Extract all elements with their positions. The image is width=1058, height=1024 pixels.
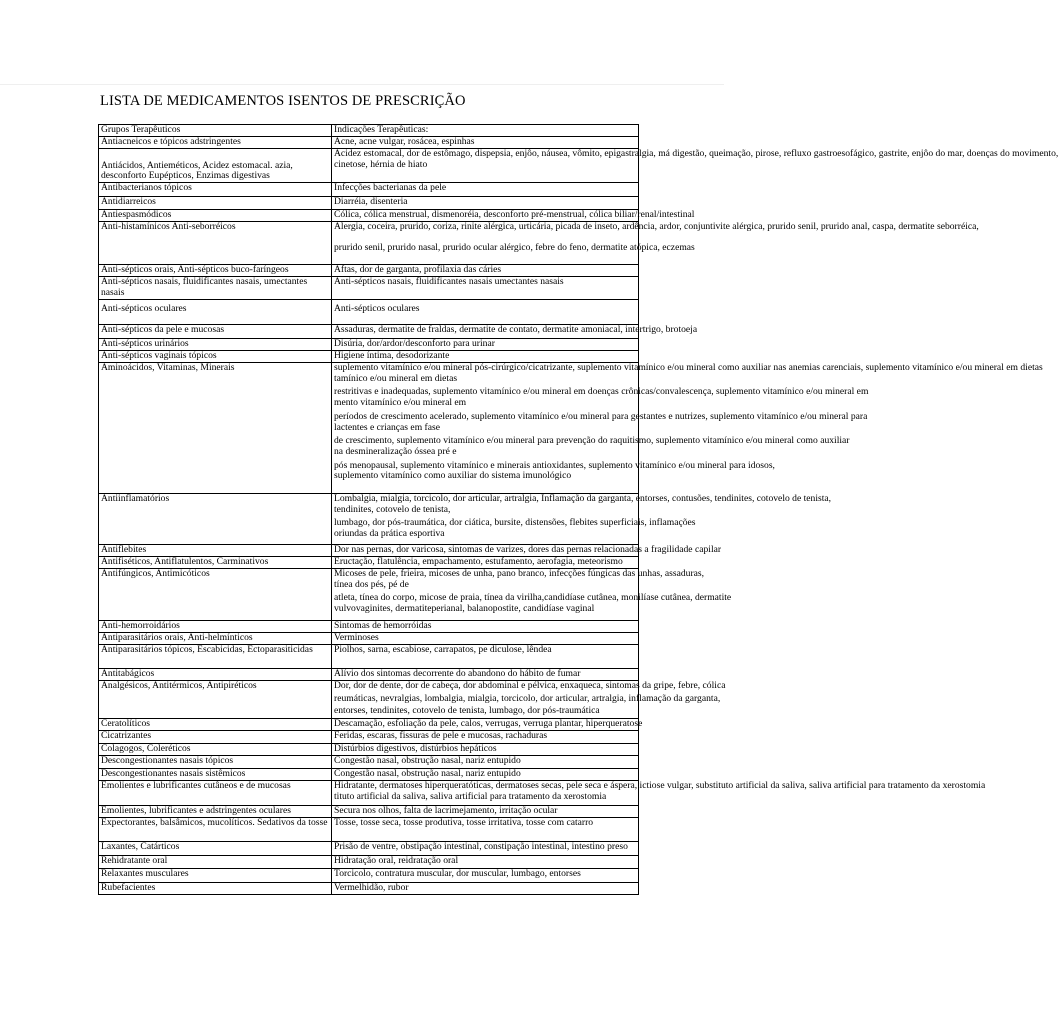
table-row: [99, 681, 639, 719]
indication-text: tendinites, cotovelo de tenista,: [334, 503, 451, 515]
indication-cell: [332, 869, 639, 883]
indication-text: Verminoses: [334, 632, 379, 643]
therapeutic-group-text: Anti-sépticos orais, Anti-sépticos buco-faríngeos: [101, 264, 289, 275]
therapeutic-group-text: Anti-sépticos oculares: [101, 303, 187, 314]
table-row: [99, 137, 639, 149]
table-row: [99, 557, 639, 569]
therapeutic-group-cell: [99, 681, 332, 719]
therapeutic-group-text: Anti-sépticos urinários: [101, 338, 189, 349]
therapeutic-group-cell: [99, 856, 332, 869]
therapeutic-group-cell: [99, 669, 332, 681]
indication-cell: [332, 544, 722, 557]
indication-cell: [332, 818, 639, 842]
indication-cell: [332, 137, 639, 149]
indication-text: períodos de crescimento acelerado, suplemento vitamínico e/ou mineral para gestantes e nutrizes, suplemento vitamínico e/ou mineral para: [334, 410, 868, 422]
table-row: [99, 781, 639, 806]
table-row: [99, 719, 639, 731]
indication-cell: [332, 769, 639, 781]
indication-text: vulvovaginites, dermatiteperianal, balanopostite, candidíase vaginal: [334, 603, 595, 615]
indication-text: prurido senil, prurido nasal, prurido ocular alérgico, febre do feno, dermatite atópica, eczemas: [334, 242, 695, 254]
indication-text: Sintomas de hemorróidas: [334, 620, 432, 631]
indication-text: Torcicolo, contratura muscular, dor muscular, lumbago, entorses: [334, 868, 581, 879]
indication-cell: [332, 731, 639, 744]
table-row: [99, 744, 639, 756]
indication-cell: [332, 806, 639, 818]
indication-text: Assaduras, dermatite de fraldas, dermatite de contato, dermatite amoniacal, intertrigo, brotoeja: [334, 324, 698, 335]
therapeutic-group-text: Antiparasitários tópicos, Escabicidas, Ectoparasiticidas: [101, 644, 313, 655]
indication-text: Feridas, escaras, fissuras de pele e mucosas, rachaduras: [334, 730, 548, 741]
therapeutic-group-cell: [99, 277, 332, 300]
therapeutic-group-cell: [99, 183, 332, 197]
column-header-groups: Grupos Terapêuticos: [99, 125, 332, 137]
indication-text: Micoses de pele, frieira, micoses de unha, pano branco, infecções fúngicas das unhas, assaduras,: [334, 568, 705, 579]
therapeutic-group-text: Aminoácidos, Vitaminas, Minerais: [101, 362, 235, 373]
table-row: [99, 569, 639, 621]
indication-cell: [332, 148, 1058, 183]
table-row: [99, 769, 639, 781]
indication-cell: [332, 621, 639, 633]
table-row: [99, 210, 639, 222]
indication-cell: [332, 680, 726, 719]
therapeutic-group-cell: [99, 621, 332, 633]
table-row: [99, 339, 639, 351]
therapeutic-group-cell: [99, 494, 332, 545]
indication-text: Aftas, dor de garganta, profilaxia das cáries: [334, 264, 502, 275]
therapeutic-group-cell: [99, 351, 332, 363]
therapeutic-group-cell: [99, 197, 332, 210]
indication-text: Dor, dor de dente, dor de cabeça, dor abdominal e pélvica, enxaqueca, sintomas da gripe, febre, cólica: [334, 680, 726, 691]
indication-cell: [332, 277, 639, 300]
therapeutic-group-text: Antibacterianos tópicos: [101, 182, 192, 193]
therapeutic-group-text: Antiflebites: [101, 544, 147, 555]
indication-cell: [332, 633, 639, 645]
table-row: [99, 731, 639, 744]
table-header-row: [99, 125, 639, 137]
therapeutic-group-text: Antifúngicos, Antimicóticos: [101, 568, 210, 579]
indication-cell: [332, 557, 639, 569]
therapeutic-group-text: Rehidratante oral: [101, 855, 168, 866]
indication-text: Anti-sépticos oculares: [334, 303, 420, 314]
indication-text: reumáticas, nevralgias, lombalgia, mialgia, torcicolo, dor articular, artralgia, inflamação da garganta,: [334, 692, 721, 704]
therapeutic-group-text: Antiacneicos e tópicos adstringentes: [101, 136, 241, 147]
therapeutic-group-cell: [99, 137, 332, 149]
indication-text: de crescimento, suplemento vitamínico e/ou mineral para prevenção do raquitismo, suplemento vitamínico e/ou mineral como auxiliar: [334, 435, 850, 447]
therapeutic-group-cell: [99, 744, 332, 756]
indication-text: Alergia, coceira, prurido, coriza, rinite alérgica, urticária, picada de inseto, ardência, ardor, conjuntivite alérgica, prurido senil, prurido anal, caspa, dermatite seborréica,: [334, 221, 979, 232]
therapeutic-group-text: Antiparasitários orais, Anti-helmínticos: [101, 632, 253, 643]
therapeutic-group-text: Laxantes, Catárticos: [101, 841, 180, 852]
table-row: [99, 325, 639, 339]
indication-text: na desmineralização óssea pré e: [334, 445, 457, 457]
indication-cell: [332, 842, 639, 856]
therapeutic-group-text: Analgésicos, Antitérmicos, Antipiréticos: [101, 680, 257, 691]
therapeutic-group-cell: [99, 719, 332, 731]
table-row: [99, 494, 639, 545]
indication-text: Vermelhidão, rubor: [334, 882, 409, 893]
indication-text: Congestão nasal, obstrução nasal, nariz entupido: [334, 755, 521, 766]
indication-text: Disúria, dor/ardor/desconforto para urinar: [334, 338, 495, 349]
therapeutic-group-cell: [99, 569, 332, 621]
indication-text: Higiene íntima, desodorizante: [334, 350, 450, 361]
therapeutic-group-text: Emolientes, lubrificantes e adstringentes oculares: [101, 805, 291, 816]
therapeutic-group-text: Anti-histamínicos Anti-seborréicos: [101, 221, 236, 232]
medication-table: [98, 124, 1058, 895]
indication-cell: [332, 351, 639, 363]
therapeutic-group-text: Antitabágicos: [101, 668, 155, 679]
therapeutic-group-cell: [99, 806, 332, 818]
indication-text: Alívio dos sintomas decorrente do abandono do hábito de fumar: [334, 668, 581, 679]
indication-text: atleta, tínea do corpo, micose de praia, tínea da virilha,candidíase cutânea, monilíase cutânea, dermatite: [334, 592, 732, 604]
therapeutic-group-text: Antiácidos, Antieméticos, Acidez estomacal. azia, desconforto Eupépticos, Enzimas digestivas: [101, 159, 293, 182]
table-row: [99, 856, 639, 869]
indication-text: Anti-sépticos nasais, fluidificantes nasais umectantes nasais: [334, 276, 564, 287]
therapeutic-group-cell: [99, 325, 332, 339]
indication-cell: [332, 324, 698, 339]
table-row: [99, 621, 639, 633]
table-row: [99, 363, 639, 494]
table-row: [99, 842, 639, 856]
table-row: [99, 265, 639, 277]
indication-cell: [332, 669, 639, 681]
therapeutic-group-text: Antiinflamatórios: [101, 493, 170, 504]
therapeutic-group-cell: [99, 818, 332, 842]
indication-cell: [332, 744, 639, 756]
indication-text: lumbago, dor pós-traumática, dor ciática, bursite, distensões, flebites superficiais, inflamações: [334, 517, 696, 529]
therapeutic-group-cell: [99, 756, 332, 769]
indication-text: lactentes e crianças em fase: [334, 421, 440, 433]
therapeutic-group-cell: [99, 300, 332, 325]
indication-cell: [332, 300, 639, 325]
therapeutic-group-cell: [99, 781, 332, 806]
indication-text: oriundas da prática esportiva: [334, 528, 445, 540]
therapeutic-group-text: Anti-sépticos nasais, fluidificantes nasais, umectantes nasais: [101, 276, 308, 298]
indication-text: Acne, acne vulgar, rosácea, espinhas: [334, 136, 475, 147]
indication-text: Dor nas pernas, dor varicosa, sintomas de varizes, dores das pernas relacionadas a fragilidade capilar: [334, 544, 722, 555]
indication-text: Hidratação oral, reidratação oral: [334, 855, 459, 866]
indication-text: Prisão de ventre, obstipação intestinal, constipação intestinal, intestino preso: [334, 841, 628, 852]
indication-cell: [332, 718, 643, 731]
therapeutic-group-cell: [99, 222, 332, 265]
table-row: [99, 883, 639, 895]
table-row: [99, 633, 639, 645]
therapeutic-group-text: Rubefacientes: [101, 882, 156, 893]
table-row: [99, 222, 639, 265]
column-header-indications: Indicações Terapêuticas:: [332, 125, 639, 137]
page-title: LISTA DE MEDICAMENTOS ISENTOS DE PRESCRIÇÃO: [100, 93, 466, 109]
therapeutic-group-text: Antidiarreicos: [101, 196, 156, 207]
indication-cell: [332, 493, 832, 545]
therapeutic-group-text: Emolientes e lubrificantes cutâneos e de mucosas: [101, 780, 291, 791]
therapeutic-group-text: Expectorantes, balsâmicos, mucolíticos. Sedativos da tosse: [101, 817, 328, 828]
table-row: [99, 545, 639, 557]
indication-cell: [332, 780, 986, 806]
table-row: [99, 149, 639, 183]
therapeutic-group-text: Descongestionantes nasais sistêmicos: [101, 768, 246, 779]
therapeutic-group-cell: [99, 210, 332, 222]
indication-text: Piolhos, sarna, escabiose, carrapatos, pe diculose, lêndea: [334, 644, 552, 655]
indication-text: cinetose, hérnia de hiato: [334, 158, 428, 170]
indication-text: Eructação, flatulência, empachamento, estufamento, aerofagia, meteorismo: [334, 556, 623, 567]
therapeutic-group-text: Ceratolíticos: [101, 718, 151, 729]
therapeutic-group-cell: [99, 339, 332, 351]
table-row: [99, 806, 639, 818]
indication-cell: [332, 339, 639, 351]
indication-text: Lombalgia, mialgia, torcicolo, dor articular, artralgia, Inflamação da garganta, entorses, contusões, tendinites, cotovelo de tenista,: [334, 493, 832, 504]
indication-text: tamínico e/ou mineral em dietas: [334, 372, 458, 384]
therapeutic-group-cell: [99, 883, 332, 895]
top-rule: [0, 84, 724, 85]
therapeutic-group-text: Anti-sépticos da pele e mucosas: [101, 324, 225, 335]
table-row: [99, 645, 639, 669]
table-row: [99, 300, 639, 325]
indication-cell: [332, 756, 639, 769]
indication-cell: [332, 645, 639, 669]
indication-text: Acidez estomacal, dor de estômago, dispepsia, enjôo, náusea, vômito, epigastralgia, má digestão, queimação, pirose, refluxo gastroesofágico, gastrite, enjôo do mar, doenças do movimento,: [334, 148, 1058, 159]
indication-text: tituto artificial da saliva, saliva artificial para tratamento da xerostomia: [334, 790, 607, 802]
therapeutic-group-cell: [99, 557, 332, 569]
therapeutic-group-text: Descongestionantes nasais tópicos: [101, 755, 234, 766]
therapeutic-group-text: Antiespasmódicos: [101, 209, 172, 220]
indication-cell: [332, 265, 639, 277]
indication-text: Congestão nasal, obstrução nasal, nariz entupido: [334, 768, 521, 779]
indication-text: Distúrbios digestivos, distúrbios hepáticos: [334, 743, 497, 754]
indication-text: Secura nos olhos, falta de lacrimejamento, irritação ocular: [334, 805, 558, 816]
therapeutic-group-text: Anti-sépticos vaginais tópicos: [101, 350, 217, 361]
indication-cell: [332, 856, 639, 869]
therapeutic-group-cell: [99, 869, 332, 883]
indication-cell: [332, 221, 979, 265]
therapeutic-group-text: Cicatrizantes: [101, 730, 152, 741]
therapeutic-group-cell: [99, 645, 332, 669]
table-row: [99, 277, 639, 300]
indication-text: mento vitamínico e/ou mineral em: [334, 397, 467, 409]
table-row: [99, 818, 639, 842]
therapeutic-group-cell: [99, 265, 332, 277]
indication-text: suplemento vitamínico e/ou mineral pós-cirúrgico/cicatrizante, suplemento vitamínico e/ou mineral como auxiliar nas anemias carenciais, suplemento vitamínico e/ou mineral em dietas: [334, 362, 1043, 373]
table-row: [99, 197, 639, 210]
indication-text: Hidratante, dermatoses hiperqueratóticas, dermatoses secas, pele seca e áspera, ictiose vulgar, substituto artificial da saliva, saliva artificial para tratamento da xerostomia: [334, 780, 986, 791]
therapeutic-group-cell: [99, 545, 332, 557]
therapeutic-group-cell: [99, 731, 332, 744]
table-row: [99, 756, 639, 769]
indication-text: Diarréia, disenteria: [334, 196, 408, 207]
indication-text: pós menopausal, suplemento vitamínico e minerais antioxidantes, suplemento vitamínico e/ou mineral para idosos,: [334, 459, 775, 471]
therapeutic-group-text: Relaxantes musculares: [101, 868, 189, 879]
medication-table-container: [98, 124, 1058, 895]
indication-text: entorses, tendinites, cotovelo de tenista, lumbago, dor pós-traumática: [334, 705, 600, 717]
therapeutic-group-cell: [99, 149, 332, 183]
indication-cell: [332, 183, 639, 197]
therapeutic-group-cell: [99, 769, 332, 781]
therapeutic-group-text: Antifiséticos, Antiflatulentos, Carminativos: [101, 556, 269, 567]
therapeutic-group-cell: [99, 633, 332, 645]
indication-cell: [332, 568, 732, 621]
indication-text: suplemento vitamínico como auxiliar do sistema imunológico: [334, 470, 572, 482]
indication-cell: [332, 362, 1043, 494]
table-row: [99, 869, 639, 883]
indication-text: tínea dos pés, pé de: [334, 578, 409, 590]
indication-text: Tosse, tosse seca, tosse produtiva, tosse irritativa, tosse com catarro: [334, 817, 594, 828]
indication-text: Infecções bacterianas da pele: [334, 182, 447, 193]
therapeutic-group-text: Anti-hemorroidários: [101, 620, 180, 631]
therapeutic-group-text: Colagogos, Coleréticos: [101, 743, 191, 754]
table-row: [99, 351, 639, 363]
indication-text: Descamação, esfoliação da pele, calos, verrugas, verruga plantar, hiperqueratose: [334, 718, 643, 729]
indication-text: Cólica, cólica menstrual, dismenoréia, desconforto pré-menstrual, cólica biliar/renal/intestinal: [334, 209, 695, 220]
table-row: [99, 183, 639, 197]
indication-cell: [332, 197, 639, 210]
indication-cell: [332, 209, 695, 222]
therapeutic-group-cell: [99, 842, 332, 856]
indication-cell: [332, 883, 639, 895]
indication-text: restritivas e inadequadas, suplemento vitamínico e/ou mineral em doenças crônicas/convalescença, suplemento vitamínico e/ou mineral em: [334, 386, 869, 398]
therapeutic-group-cell: [99, 363, 332, 494]
table-row: [99, 669, 639, 681]
